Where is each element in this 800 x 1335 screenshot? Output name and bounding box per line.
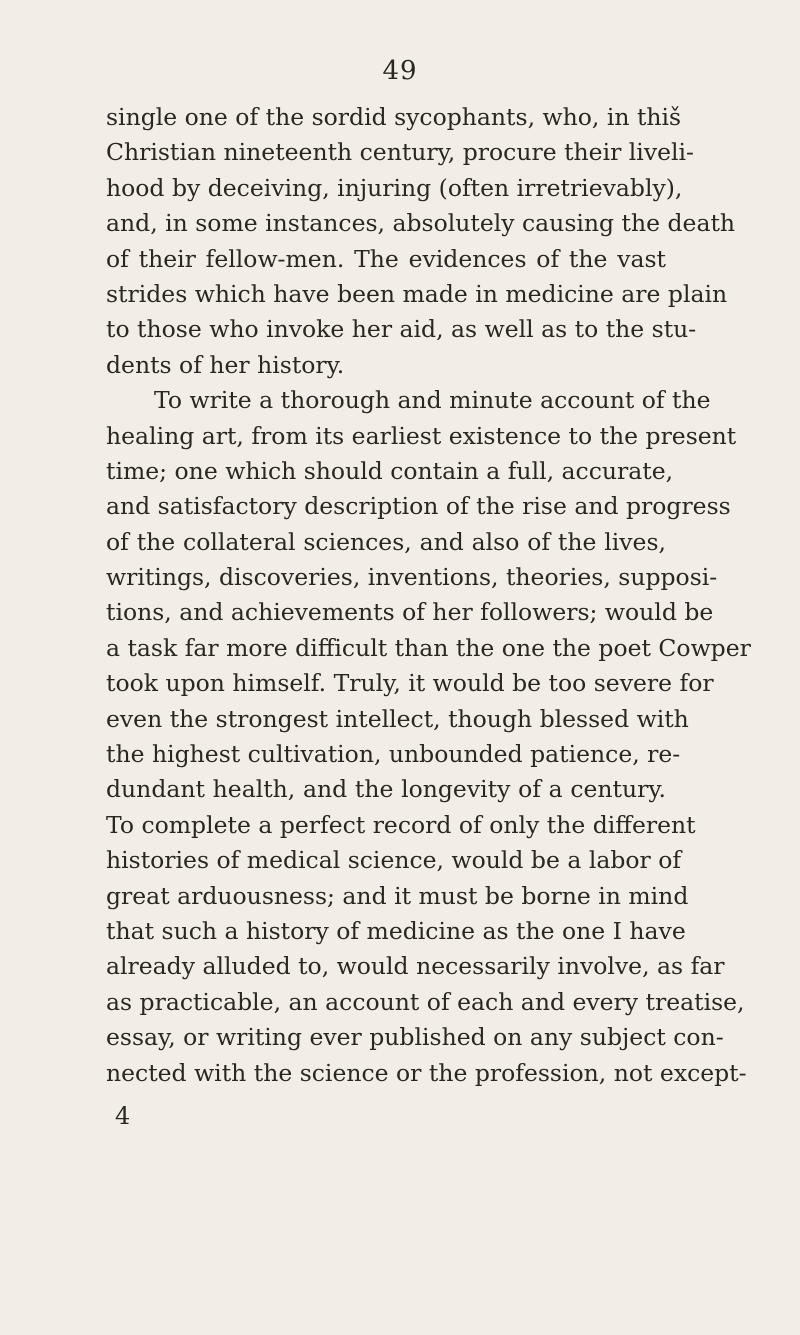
text-line: of the collateral sciences, and also of the lives, bbox=[106, 527, 666, 556]
text-line: and satisfactory description of the rise and progress bbox=[106, 492, 731, 521]
text-line: dents of her history. bbox=[106, 350, 345, 379]
text-line: Christian nineteenth century, procure their liveli- bbox=[106, 138, 694, 167]
text-line: tions, and achievements of her followers; would be bbox=[106, 598, 714, 627]
text-line: as practicable, an account of each and every treatise, bbox=[106, 987, 745, 1016]
text-line: time; one which should contain a full, accurate, bbox=[106, 456, 674, 485]
text-line: and, in some instances, absolutely causing the death bbox=[106, 209, 736, 238]
text-line: that such a history of medicine as the one I have bbox=[106, 916, 686, 945]
text-line: To complete a perfect record of only the different bbox=[106, 810, 696, 839]
page-number: 49 bbox=[382, 56, 418, 86]
text-line: took upon himself. Truly, it would be too severe for bbox=[106, 669, 714, 698]
paragraph-start-line: To write a thorough and minute account of the bbox=[154, 386, 711, 415]
text-line: of their fellow-men. The evidences of the vast bbox=[106, 244, 666, 273]
text-line: to those who invoke her aid, as well as to the stu- bbox=[106, 315, 697, 344]
text-line: nected with the science or the profession, not except- bbox=[106, 1058, 747, 1087]
text-line: essay, or writing ever published on any subject con- bbox=[106, 1023, 724, 1052]
text-line: single one of the sordid sycophants, who, in thiš bbox=[106, 103, 682, 131]
text-line: dundant health, and the longevity of a century. bbox=[106, 775, 666, 804]
text-line: histories of medical science, would be a labor of bbox=[106, 846, 682, 875]
text-line: the highest cultivation, unbounded patience, re- bbox=[106, 740, 681, 769]
text-line: already alluded to, would necessarily involve, as far bbox=[106, 952, 725, 981]
text-line: great arduousness; and it must be borne in mind bbox=[106, 881, 689, 910]
text-line: hood by deceiving, injuring (often irretrievably), bbox=[106, 173, 683, 202]
body-text bbox=[106, 100, 751, 1091]
text-line: strides which have been made in medicine are plain bbox=[106, 279, 728, 308]
text-line: a task far more difficult than the one the poet Cowper bbox=[106, 633, 751, 662]
text-line: even the strongest intellect, though blessed with bbox=[106, 704, 689, 733]
text-line: healing art, from its earliest existence to the present bbox=[106, 421, 737, 450]
signature-mark: 4 bbox=[115, 1102, 131, 1130]
text-line: writings, discoveries, inventions, theories, supposi- bbox=[106, 563, 718, 592]
